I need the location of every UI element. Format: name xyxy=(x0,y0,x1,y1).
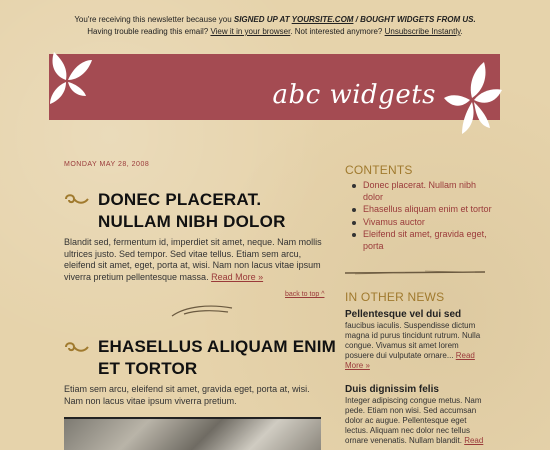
notice-text: You're receiving this newsletter because you xyxy=(74,15,234,24)
notice-bold: SIGNED UP AT xyxy=(233,15,292,24)
view-in-browser-link[interactable]: View it in your browser xyxy=(210,27,291,36)
notice-text-4: . xyxy=(460,27,463,36)
article-1-text: Blandit sed, fermentum id, imperdiet sit amet, neque. Nam mollis ultrices justo. Sed tempor. Sed vitae tellus. Etiam sem arcu, eleifend sit amet, eget, porta at, wisi. Nam non lacus vitae ipsum viverra pretium pellentesque massa. xyxy=(64,237,322,282)
news-1-text xyxy=(345,321,485,371)
header-banner xyxy=(49,54,500,120)
flower-right-icon xyxy=(444,60,502,136)
news-2-read-more-link[interactable]: Read xyxy=(464,436,484,445)
news-1-title[interactable]: Pellentesque vel dui sed xyxy=(345,309,462,320)
article-2-title-line-2: ET TORTOR xyxy=(98,359,198,378)
issue-date: MONDAY MAY 28, 2008 xyxy=(64,161,150,168)
notice-line-2 xyxy=(0,26,550,38)
unsubscribe-link[interactable]: Unsubscribe Instantly xyxy=(384,27,461,36)
contents-heading: CONTENTS xyxy=(345,163,413,177)
notice-line-1 xyxy=(0,14,550,26)
contents-item[interactable]: Ehasellus aliquam enim et tortor xyxy=(352,204,492,216)
article-1-title[interactable] xyxy=(98,189,286,233)
notice-bold-2: / BOUGHT WIDGETS FROM US. xyxy=(353,15,476,24)
flourish-divider-icon xyxy=(170,302,234,320)
news-2-text xyxy=(345,396,485,450)
back-to-top-link[interactable]: back to top ^ xyxy=(285,291,325,298)
contents-item[interactable]: Donec placerat. Nullam nibh dolor xyxy=(352,180,492,203)
article-2-image xyxy=(64,417,321,450)
article-2-title[interactable] xyxy=(98,336,336,380)
other-news-heading: IN OTHER NEWS xyxy=(345,290,445,304)
news-2-body: Integer adipiscing congue metus. Nam pede. Etiam non wisi. Sed accumsan dolor ac augue. Pellentesque eget lectus. Aliquam nec dolor nec tellus ornare venenatis. Nullam blandit. xyxy=(345,396,482,445)
news-1-read-more-link[interactable]: Read More » xyxy=(345,351,475,370)
contents-list xyxy=(352,180,492,253)
article-1-title-line-2: NULLAM NIBH DOLOR xyxy=(98,212,286,231)
swirl-ornament-icon xyxy=(64,192,92,206)
sidebar-divider xyxy=(345,268,485,276)
news-1-body: faucibus iaculis. Suspendisse dictum magna id purus tincidunt rutrum. Nulla congue. Vivamus sit amet lorem posuere dui vulputate ornare... xyxy=(345,321,481,360)
notice-text-2: Having trouble reading this email? xyxy=(87,27,211,36)
brand-logo-text: abc widgets xyxy=(272,80,436,110)
yoursite-link[interactable]: YOURSITE.COM xyxy=(291,15,354,24)
article-2-title-line-1: EHASELLUS ALIQUAM ENIM xyxy=(98,337,336,356)
contents-item[interactable]: Vivamus auctor xyxy=(352,217,492,229)
article-1-read-more-link[interactable]: Read More » xyxy=(211,271,264,282)
article-1-body xyxy=(64,237,324,283)
newsletter-notice xyxy=(0,14,550,38)
notice-text-3: . Not interested anymore? xyxy=(290,27,385,36)
article-1-title-line-1: DONEC PLACERAT. xyxy=(98,190,262,209)
contents-item[interactable]: Eleifend sit amet, gravida eget, porta xyxy=(352,229,492,252)
swirl-ornament-icon xyxy=(64,340,92,354)
news-2-title[interactable]: Duis dignissim felis xyxy=(345,384,439,395)
flower-left-icon xyxy=(46,46,96,106)
article-2-body: Etiam sem arcu, eleifend sit amet, gravida eget, porta at, wisi. Nam non lacus vitae ipsum viverra pretium. xyxy=(64,384,310,406)
